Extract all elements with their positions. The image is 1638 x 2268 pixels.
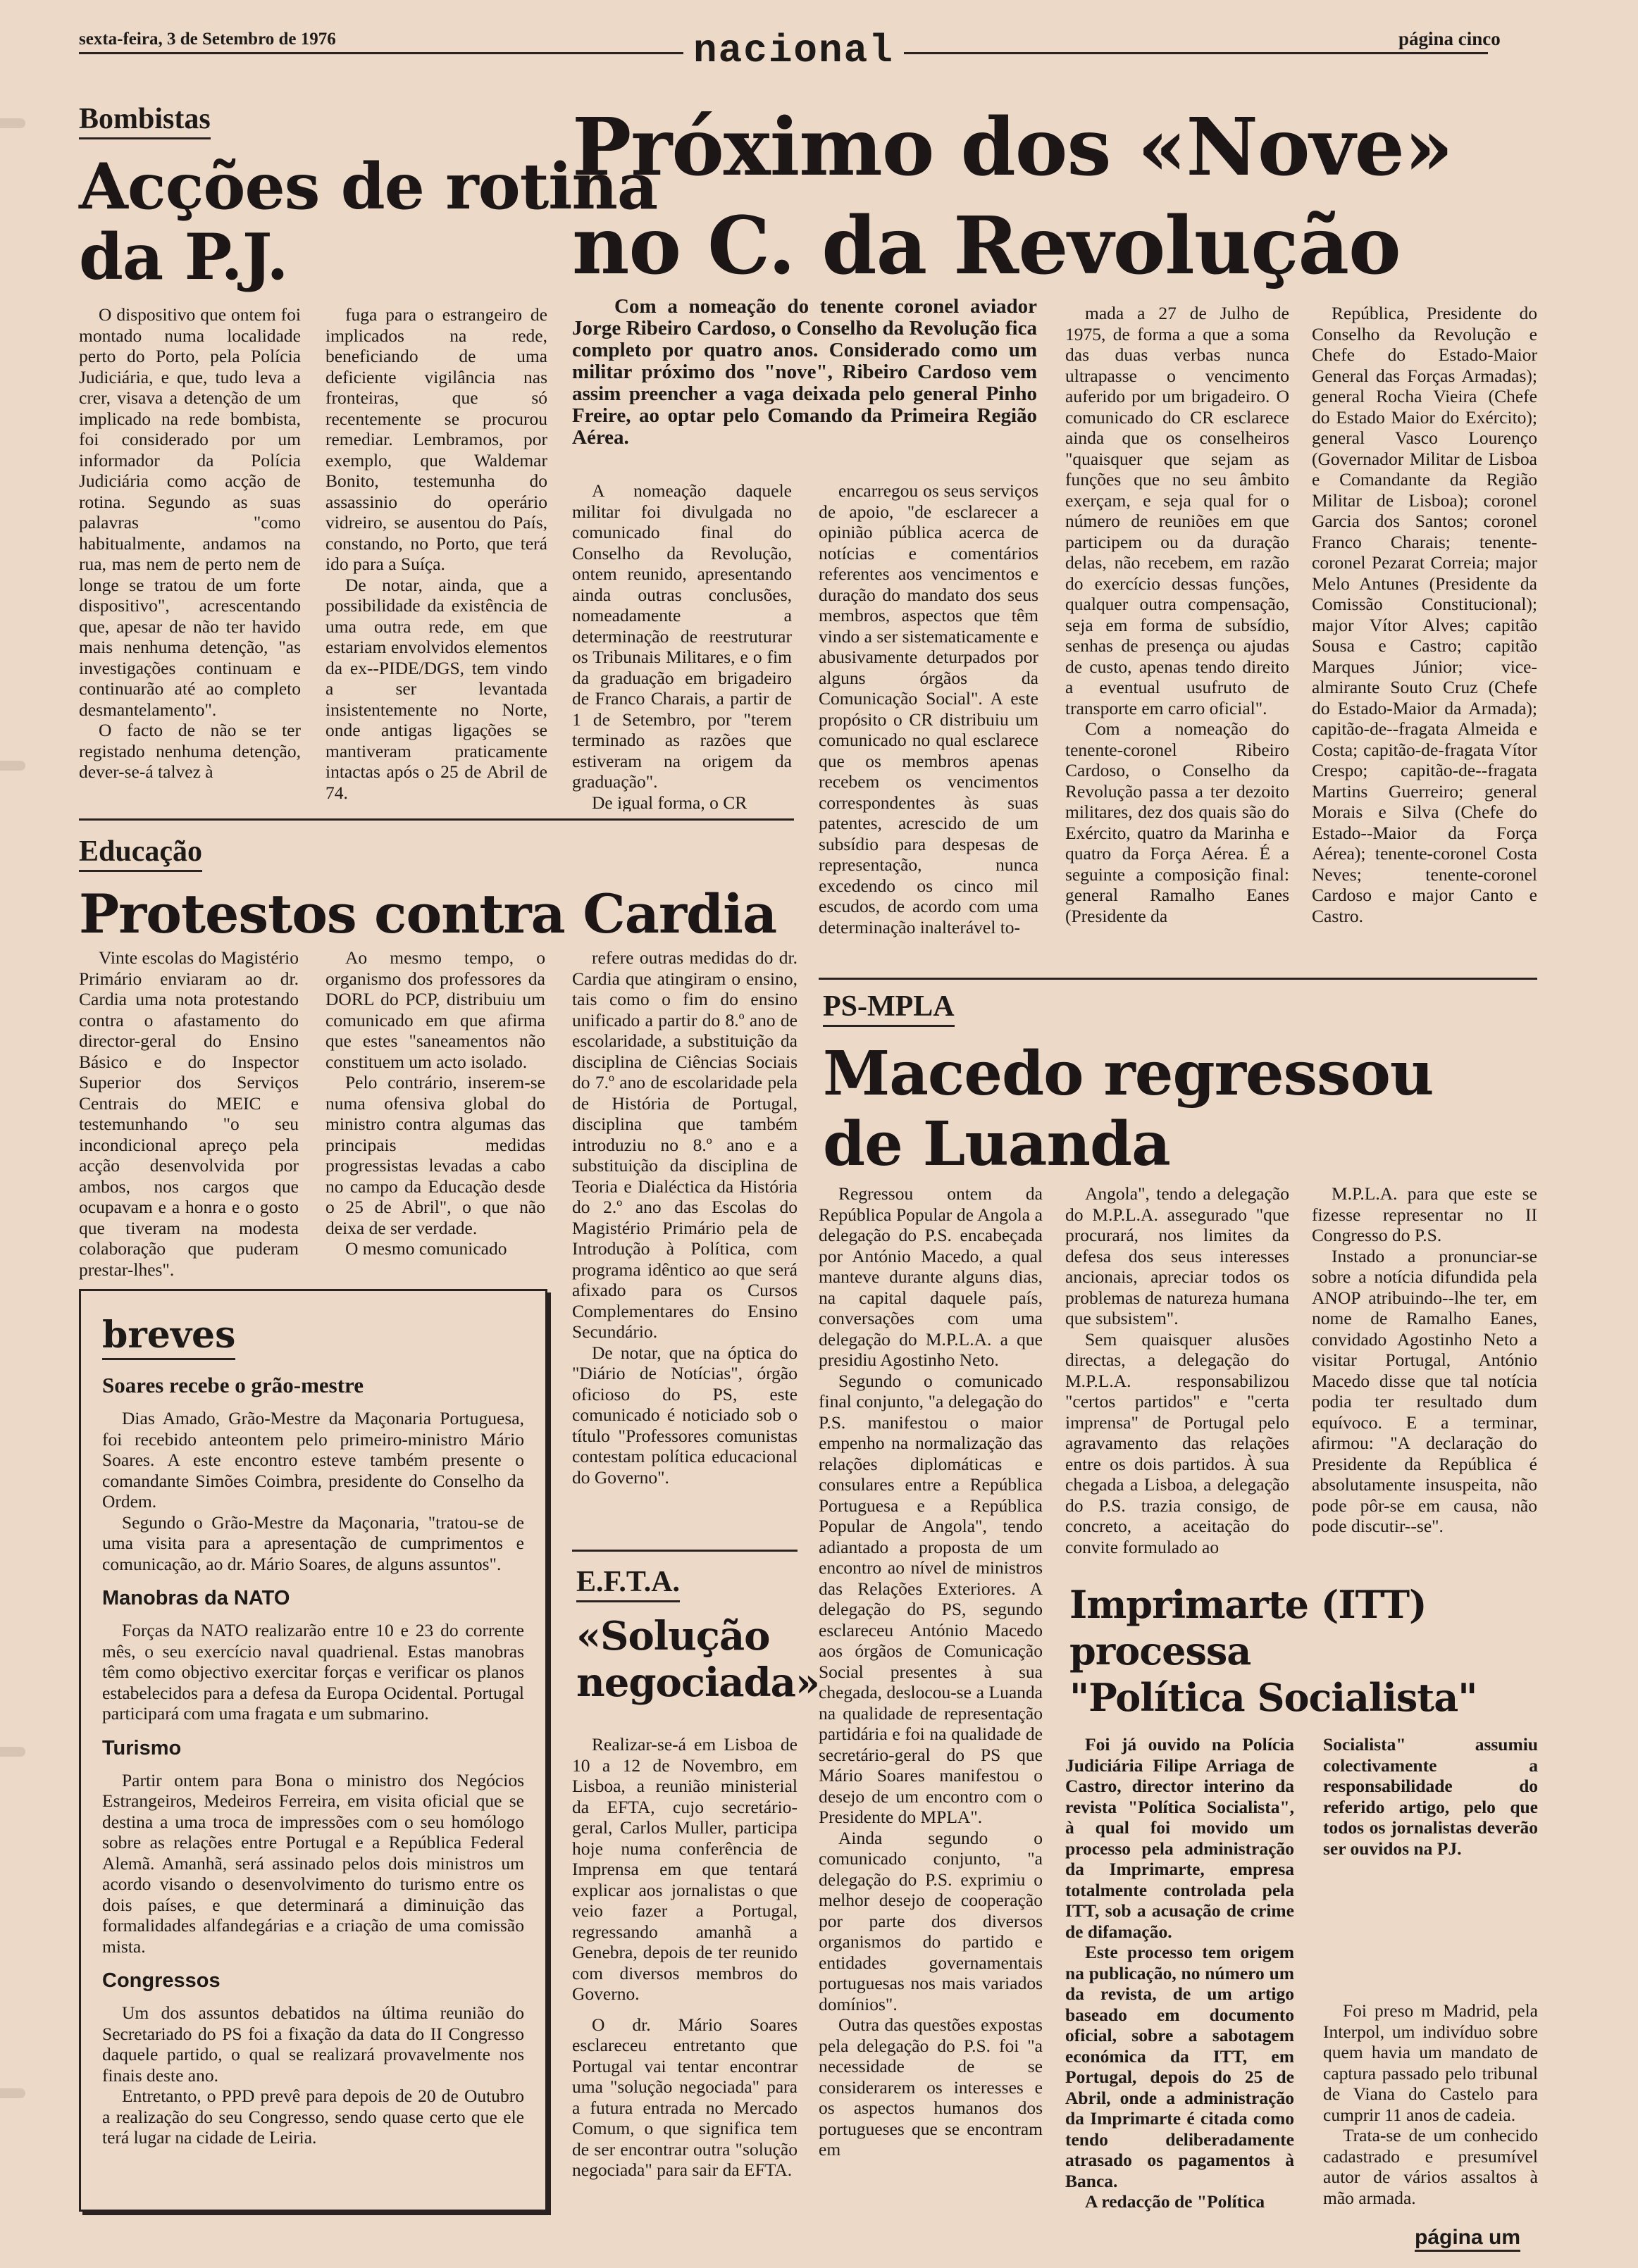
psmpla-headline — [823, 1039, 1433, 1180]
paragraph: refere outras medidas do dr. Cardia que atingiram o ensino, tais como o fim do ensino unificado a partir do 8.º ano de escolaridade, a substituição da disciplina de Ciências Sociais do 7.º ano de escolaridade pela de História de Portugal, disciplina que também introduziu no 8.º ano e a substituição da disciplina de Teoria e Dialéctica da História do 2.º ano das Escolas do Magistério Primário pela de Introdução à Política, com programa idêntico ao que será afixado para os Cursos Complementares do Ensino Secundário. — [572, 947, 798, 1342]
bombistas-col-2 — [325, 304, 547, 811]
paragraph: M.P.L.A. para que este se fizesse representar no II Congresso do P.S. — [1312, 1183, 1537, 1245]
breves-heading: Soares recebe o grão-mestre — [102, 1373, 364, 1397]
paragraph: O mesmo comunicado — [345, 1238, 507, 1259]
paragraph: A redacção de "Política — [1085, 2191, 1265, 2212]
educacao-col-2 — [325, 947, 545, 1278]
paragraph: Regressou ontem da República Popular de Angola a delegação do P.S. encabeçada por António Macedo, a qual manteve durante alguns dias, na capital daquele país, conversações com uma delegação do M.P.L.A. a que presidiu Agostinho Neto. — [819, 1183, 1043, 1370]
headline-line: Acções de rotina — [79, 149, 658, 224]
psmpla-col-1 — [819, 1183, 1043, 2226]
paragraph: Angola", tendo a delegação do M.P.L.A. assegurado "que procurará, nos limites da defesa dos seus interesses ancionais, apreciar todos os problemas de natureza humana que subsistem". — [1065, 1183, 1289, 1328]
paragraph: De notar, que na óptica do "Diário de Notícias", órgão oficioso do PS, este comunicado é noticiado sob o título "Professores comunistas contestam política educacional do Governo". — [572, 1342, 798, 1488]
paragraph: Realizar-se-á em Lisboa de 10 a 12 de Novembro, em Lisboa, a reunião ministerial da EFTA, cujo secretário-geral, Carlos Muller, participa hoje numa conferência de Imprensa em que tentará explicar aos jornalistas o que veio fazer a Portugal, regressando amanhã a Genebra, depois de ter reunido com diversos membros do Governo. — [572, 1734, 798, 2004]
paragraph: Instado a pronunciar-se sobre a notícia difundida pela ANOP atribuindo--lhe ter, em nome de Ramalho Eanes, convidado Agostinho Neto a visitar Portugal, António Macedo disse que tal notícia podia ter resultado dum equívoco. E a terminar, afirmou: "A declaração do Presidente da República é absolutamente insuspeita, não pode pôr-se em causa, não pode discutir--se". — [1312, 1245, 1537, 1536]
nove-headline — [572, 99, 1453, 296]
efta-kicker: E.F.T.A. — [576, 1565, 680, 1602]
paragraph: Pelo contrário, inserem-se numa ofensiva global do ministro contra algumas das principais medidas progressistas levadas a cabo no campo da Educação desde o 25 de Abril", o que não deixa de ser verdade. — [325, 1072, 545, 1238]
headline-line: da P.J. — [79, 220, 288, 294]
paragraph: De igual forma, o CR — [592, 792, 747, 811]
paragraph: Socialista" assumiu colectivamente a responsabilidade do referido artigo, pelo que todos os jornalistas deverão ser ouvidos na PJ. — [1323, 1734, 1538, 1859]
psmpla-col-2 — [1065, 1183, 1289, 1578]
paragraph: A nomeação daquele militar foi divulgada no comunicado final do Conselho da Revolução, ontem reunido, apresentando ainda outras conclusões, nomeadamente a determinação de reestruturar os Tribunais Militares, e o fim da graduação em brigadeiro de Franco Charais, a partir de 1 de Setembro, por "terem terminado as razões que estiveram na origem da graduação". — [572, 480, 792, 792]
headline-line: Imprimarte (ITT) — [1069, 1582, 1427, 1627]
punch-hole — [0, 2088, 25, 2098]
paragraph: Segundo o Grão-Mestre da Maçonaria, "tratou-se de uma visita para a apresentação de cumprimentos e comunicação, ao dr. Mário Soares, de alguns assuntos". — [102, 1512, 524, 1574]
nove-lead: Com a nomeação do tenente coronel aviador Jorge Ribeiro Cardoso, o Conselho da Revolução fica completo por quatro anos. Considerado como um militar próximo dos "nove", Ribeiro Cardoso vem assim preencher a vaga deixada pelo general Pinho Freire, ao optar pelo Comando da Primeira Região Aérea. — [572, 295, 1037, 449]
paragraph: Segundo o comunicado final conjunto, "a delegação do P.S. manifestou o maior empenho na normalização das relações diplomáticas e consulares entre a República Portuguesa e a República Popular de Angola", tendo adiantado a proposta de um encontro ao nível de ministros das Relações Exteriores. A delegação do PS, segundo esclareceu António Macedo aos órgãos de Comunicação Social presentes à sua chegada, deslocou-se a Luanda na qualidade de representação partidária e foi na qualidade de secretário-geral do PS que Mário Soares manifestou o desejo de um encontro com o Presidente do MPLA". — [819, 1370, 1043, 1827]
breves-heading: Turismo — [102, 1736, 182, 1759]
paragraph: O facto de não se ter registado nenhuma detenção, dever-se-á talvez à — [79, 720, 301, 782]
paragraph: Entretanto, o PPD prevê para depois de 20 de Outubro a realização do seu Congresso, sendo quase certo que ele terá lugar na cidade de Leiria. — [102, 2086, 524, 2148]
breves-heading: Congressos — [102, 1969, 221, 1992]
madrid-brief — [1323, 2000, 1538, 2219]
breves-item — [102, 1408, 524, 1574]
section-divider — [79, 818, 794, 821]
punch-hole — [0, 118, 25, 128]
paragraph: Forças da NATO realizarão entre 10 e 23 do corrente mês, o seu exercício naval quadrienal. Estas manobras têm como objectivo exercitar forças e verificar os planos estabelecidos para a defesa da Europa Ocidental. Portugal participará com uma fragata e um submarino. — [102, 1620, 524, 1724]
paragraph: Ao mesmo tempo, o organismo dos professores da DORL do PCP, distribuiu um comunicado em que afirma que estes "saneamentos não constituem um acto isolado. — [325, 947, 545, 1072]
efta-body — [572, 1734, 798, 2227]
bombistas-headline — [79, 151, 657, 292]
paragraph: República, Presidente do Conselho da Revolução e Chefe do Estado-Maior General das Forças Armadas); general Rocha Vieira (Chefe do Estado Maior do Exército); general Vasco Lourenço (Governador Militar de Lisboa e Comandante da Região Militar de Lisboa); coronel Garcia dos Santos; coronel Franco Charais; tenente-coronel Pezarat Correia; major Melo Antunes (Presidente da Comissão Constitucional); major Vítor Alves; capitão Sousa e Castro; capitão Marques Júnior; vice-almirante Souto Cruz (Chefe do Estado-Maior da Armada); capitão-de--fragata Almeida e Costa; capitão-de-fragata Vítor Crespo; capitão-de--fragata Martins Guerreiro; general Morais e Silva (Chefe do Estado--Maior da Força Aérea); tenente-coronel Costa Neves; tenente-coronel Cardoso e major Canto e Castro. — [1312, 303, 1537, 926]
breves-box — [79, 1289, 547, 2212]
paragraph: Foi preso m Madrid, pela Interpol, um indivíduo sobre quem havia um mandato de captura passado pelo tribunal de Viana do Castelo para cumprir 11 anos de cadeia. — [1323, 2000, 1538, 2125]
itt-col-1 — [1065, 1734, 1294, 2227]
headline-line: Macedo regressou — [823, 1038, 1434, 1109]
headline-line: «Solução — [576, 1613, 770, 1659]
breves-item — [102, 2002, 524, 2148]
breves-item — [102, 1770, 524, 1957]
paragraph: Partir ontem para Bona o ministro dos Negócios Estrangeiros, Medeiros Ferreira, em visita oficial que se destina a uma troca de impressões com o seu homólogo sobre as relações entre Portugal e a República Federal Alemã. Amanhã, será assinado pelos dois ministros um acordo visando o desenvolvimento do turismo entre os dois países, e que determinará a diminuição das formalidades alfandegárias e a criação de uma comissão mista. — [102, 1769, 524, 1957]
paragraph: Outra das questões expostas pela delegação do P.S. foi "a necessidade de se considerarem os interesses e os aspectos humanos dos portugueses que se encontram em — [819, 2014, 1043, 2160]
nove-col-3 — [1065, 303, 1289, 972]
masthead-date: sexta-feira, 3 de Setembro de 1976 — [79, 30, 336, 49]
paragraph: Com a nomeação do tenente-coronel Ribeiro Cardoso, o Conselho da Revolução passa a ter dezoito militares, dez dos quais são do Exército, quatro da Marinha e quatro da Força Aérea. É a seguinte a composição final: general Ramalho Eanes (Presidente da — [1065, 718, 1289, 926]
itt-col-2 — [1323, 1734, 1538, 1903]
nove-col-4 — [1312, 303, 1537, 972]
paragraph: mada a 27 de Julho de 1975, de forma a que a soma das duas verbas nunca ultrapasse o vencimento auferido por um brigadeiro. O comunicado do CR esclarece ainda que os conselheiros "quaisquer que sejam as funções que no seu âmbito exerçam, e seja qual for o número de reuniões em que participem ou da duração delas, não recebem, em razão do exercício dessas funções, qualquer outra compensação, seja em forma de subsídio, senhas de presença ou ajudas de custo, apenas tendo direito a eventual usufruto de transporte em carro oficial". — [1065, 303, 1289, 718]
psmpla-kicker: PS-MPLA — [823, 990, 955, 1027]
educacao-col-1 — [79, 947, 299, 1285]
paragraph: Foi já ouvido na Polícia Judiciária Filipe Arriaga de Castro, director interino da revista "Política Socialista", à qual foi movido um processo pela administração da Imprimarte, empresa totalmente controlada pela ITT, sob a acusação de crime de difamação. — [1065, 1734, 1294, 1942]
nove-col-1 — [572, 480, 792, 811]
breves-title-wrap — [102, 1314, 235, 1360]
breves-heading: Manobras da NATO — [102, 1587, 290, 1609]
continued-on-page: página um — [1415, 2226, 1520, 2252]
paragraph: Dias Amado, Grão-Mestre da Maçonaria Portuguesa, foi recebido anteontem pelo primeiro-ministro Mário Soares. A este encontro esteve também presente o comandante Simões Coimbra, presidente do Conselho da Ordem. — [102, 1408, 524, 1512]
punch-hole — [0, 1747, 25, 1757]
nove-col-2 — [819, 480, 1038, 973]
educacao-col-3 — [572, 947, 798, 1546]
section-divider — [819, 978, 1537, 980]
punch-hole — [0, 761, 25, 771]
paragraph: fuga para o estrangeiro de implicados na rede, beneficiando de uma deficiente vigilância nas fronteiras, que só recentemente se procurou remediar. Lembramos, por exemplo, que Waldemar Bonito, testemunha do assassinio do operário vidreiro, se ausentou do País, constando, no Porto, que terá ido para a Suíça. — [325, 304, 547, 574]
paragraph: O dispositivo que ontem foi montado numa localidade perto do Porto, pela Polícia Judiciária, e que, tudo leva a crer, visava a detenção de um implicado na rede bombista, foi considerado por um informador da Polícia Judiciária como acção de rotina. Segundo as suas palavras "como habitualmente, andamos na rua, mas nem de perto nem de longe se tratou de um forte dispositivo", acrescentando que, apesar de não ter havido mais nenhuma detenção, "as investigações continuam e continuarão até ao completo desmantelamento". — [79, 304, 301, 720]
headline-line: Próximo dos «Nove» — [572, 101, 1453, 194]
headline-line: no C. da Revolução — [572, 200, 1401, 292]
headline-line: "Política Socialista" — [1069, 1675, 1477, 1720]
bombistas-col-1 — [79, 304, 301, 797]
efta-headline — [576, 1613, 819, 1706]
bombistas-kicker: Bombistas — [79, 102, 211, 139]
masthead-section: nacional — [683, 30, 904, 72]
paragraph: Ainda segundo o comunicado conjunto, "a delegação do P.S. exprimiu o melhor desejo de cooperação por parte dos diversos organismos do partido e entidades governamentais portuguesas nos mais variados domínios". — [819, 1827, 1043, 2014]
itt-headline — [1069, 1581, 1477, 1721]
paragraph: encarregou os seus serviços de apoio, "de esclarecer a opinião pública acerca de notícias e comentários referentes aos vencimentos e duração do mandato dos seus membros, aspectos que têm vindo a ser sistematicamente e abusivamente deturpados por alguns órgãos da Comunicação Social". A este propósito o CR distribuiu um comunicado no qual esclarece que os membros apenas recebem os vencimentos correspondentes às suas patentes, acrescido de um subsídio para despesas de representação, nunca excedendo os cinco mil escudos, de acordo com uma determinação inalterável to- — [819, 480, 1038, 937]
paragraph: Um dos assuntos debatidos na última reunião do Secretariado do PS foi a fixação da data do II Congresso daquele partido, o qual se realizará provavelmente nos finais deste ano. — [102, 2002, 524, 2086]
section-divider — [572, 1550, 798, 1552]
educacao-headline: Protestos contra Cardia — [79, 883, 777, 945]
headline-line: processa — [1069, 1628, 1251, 1674]
paragraph: Vinte escolas do Magistério Primário enviaram ao dr. Cardia uma nota protestando contra o afastamento do director-geral do Ensino Básico e do Inspector Superior dos Serviços Centrais do MEIC e testemunhando "o seu incondicional apreço pela acção desenvolvida por ambos, nos cargos que ocupavam e a honra e o gosto que tiveram na modesta colaboração que puderam prestar-lhes". — [79, 947, 299, 1280]
paragraph: O dr. Mário Soares esclareceu entretanto que Portugal vai tentar encontrar uma "solução negociada" para a futura entrada no Mercado Comum, o que significa tem de ser encontrar outra "solução negociada" para sair da EFTA. — [572, 2014, 798, 2180]
masthead-page-number: página cinco — [1391, 28, 1501, 50]
headline-line: de Luanda — [823, 1109, 1170, 1180]
paragraph: Trata-se de um conhecido cadastrado e presumível autor de vários assaltos à mão armada. — [1323, 2125, 1538, 2208]
headline-line: negociada» — [576, 1659, 819, 1706]
paragraph: De notar, ainda, que a possibilidade da existência de uma outra rede, em que estariam envolvidos elementos da ex--PIDE/DGS, tem vindo a ser levantada insistentemente no Norte, onde antigas ligações se mantiveram praticamente intactas após o 25 de Abril de 74. — [325, 574, 547, 803]
paragraph: Sem quaisquer alusões directas, a delegação do M.P.L.A. responsabilizou "certos partidos" e "certa imprensa" de Portugal pelo agravamento das relações entre os dois partidos. À sua chegada a Lisboa, a delegação do P.S. trazia consigo, de concreto, a aceitação do convite formulado ao — [1065, 1328, 1289, 1557]
breves-item — [102, 1620, 524, 1724]
breves-title: breves — [102, 1314, 236, 1357]
psmpla-col-3 — [1312, 1183, 1537, 1578]
paragraph: Este processo tem origem na publicação, no número um da revista, de um artigo baseado em documento oficial, sobre a sabotagem económica da ITT, em Portugal, depois do 25 de Abril, onde a administração da Imprimarte é citada como tendo deliberadamente atrasado os pagamentos à Banca. — [1065, 1942, 1294, 2191]
educacao-kicker: Educação — [79, 835, 202, 872]
